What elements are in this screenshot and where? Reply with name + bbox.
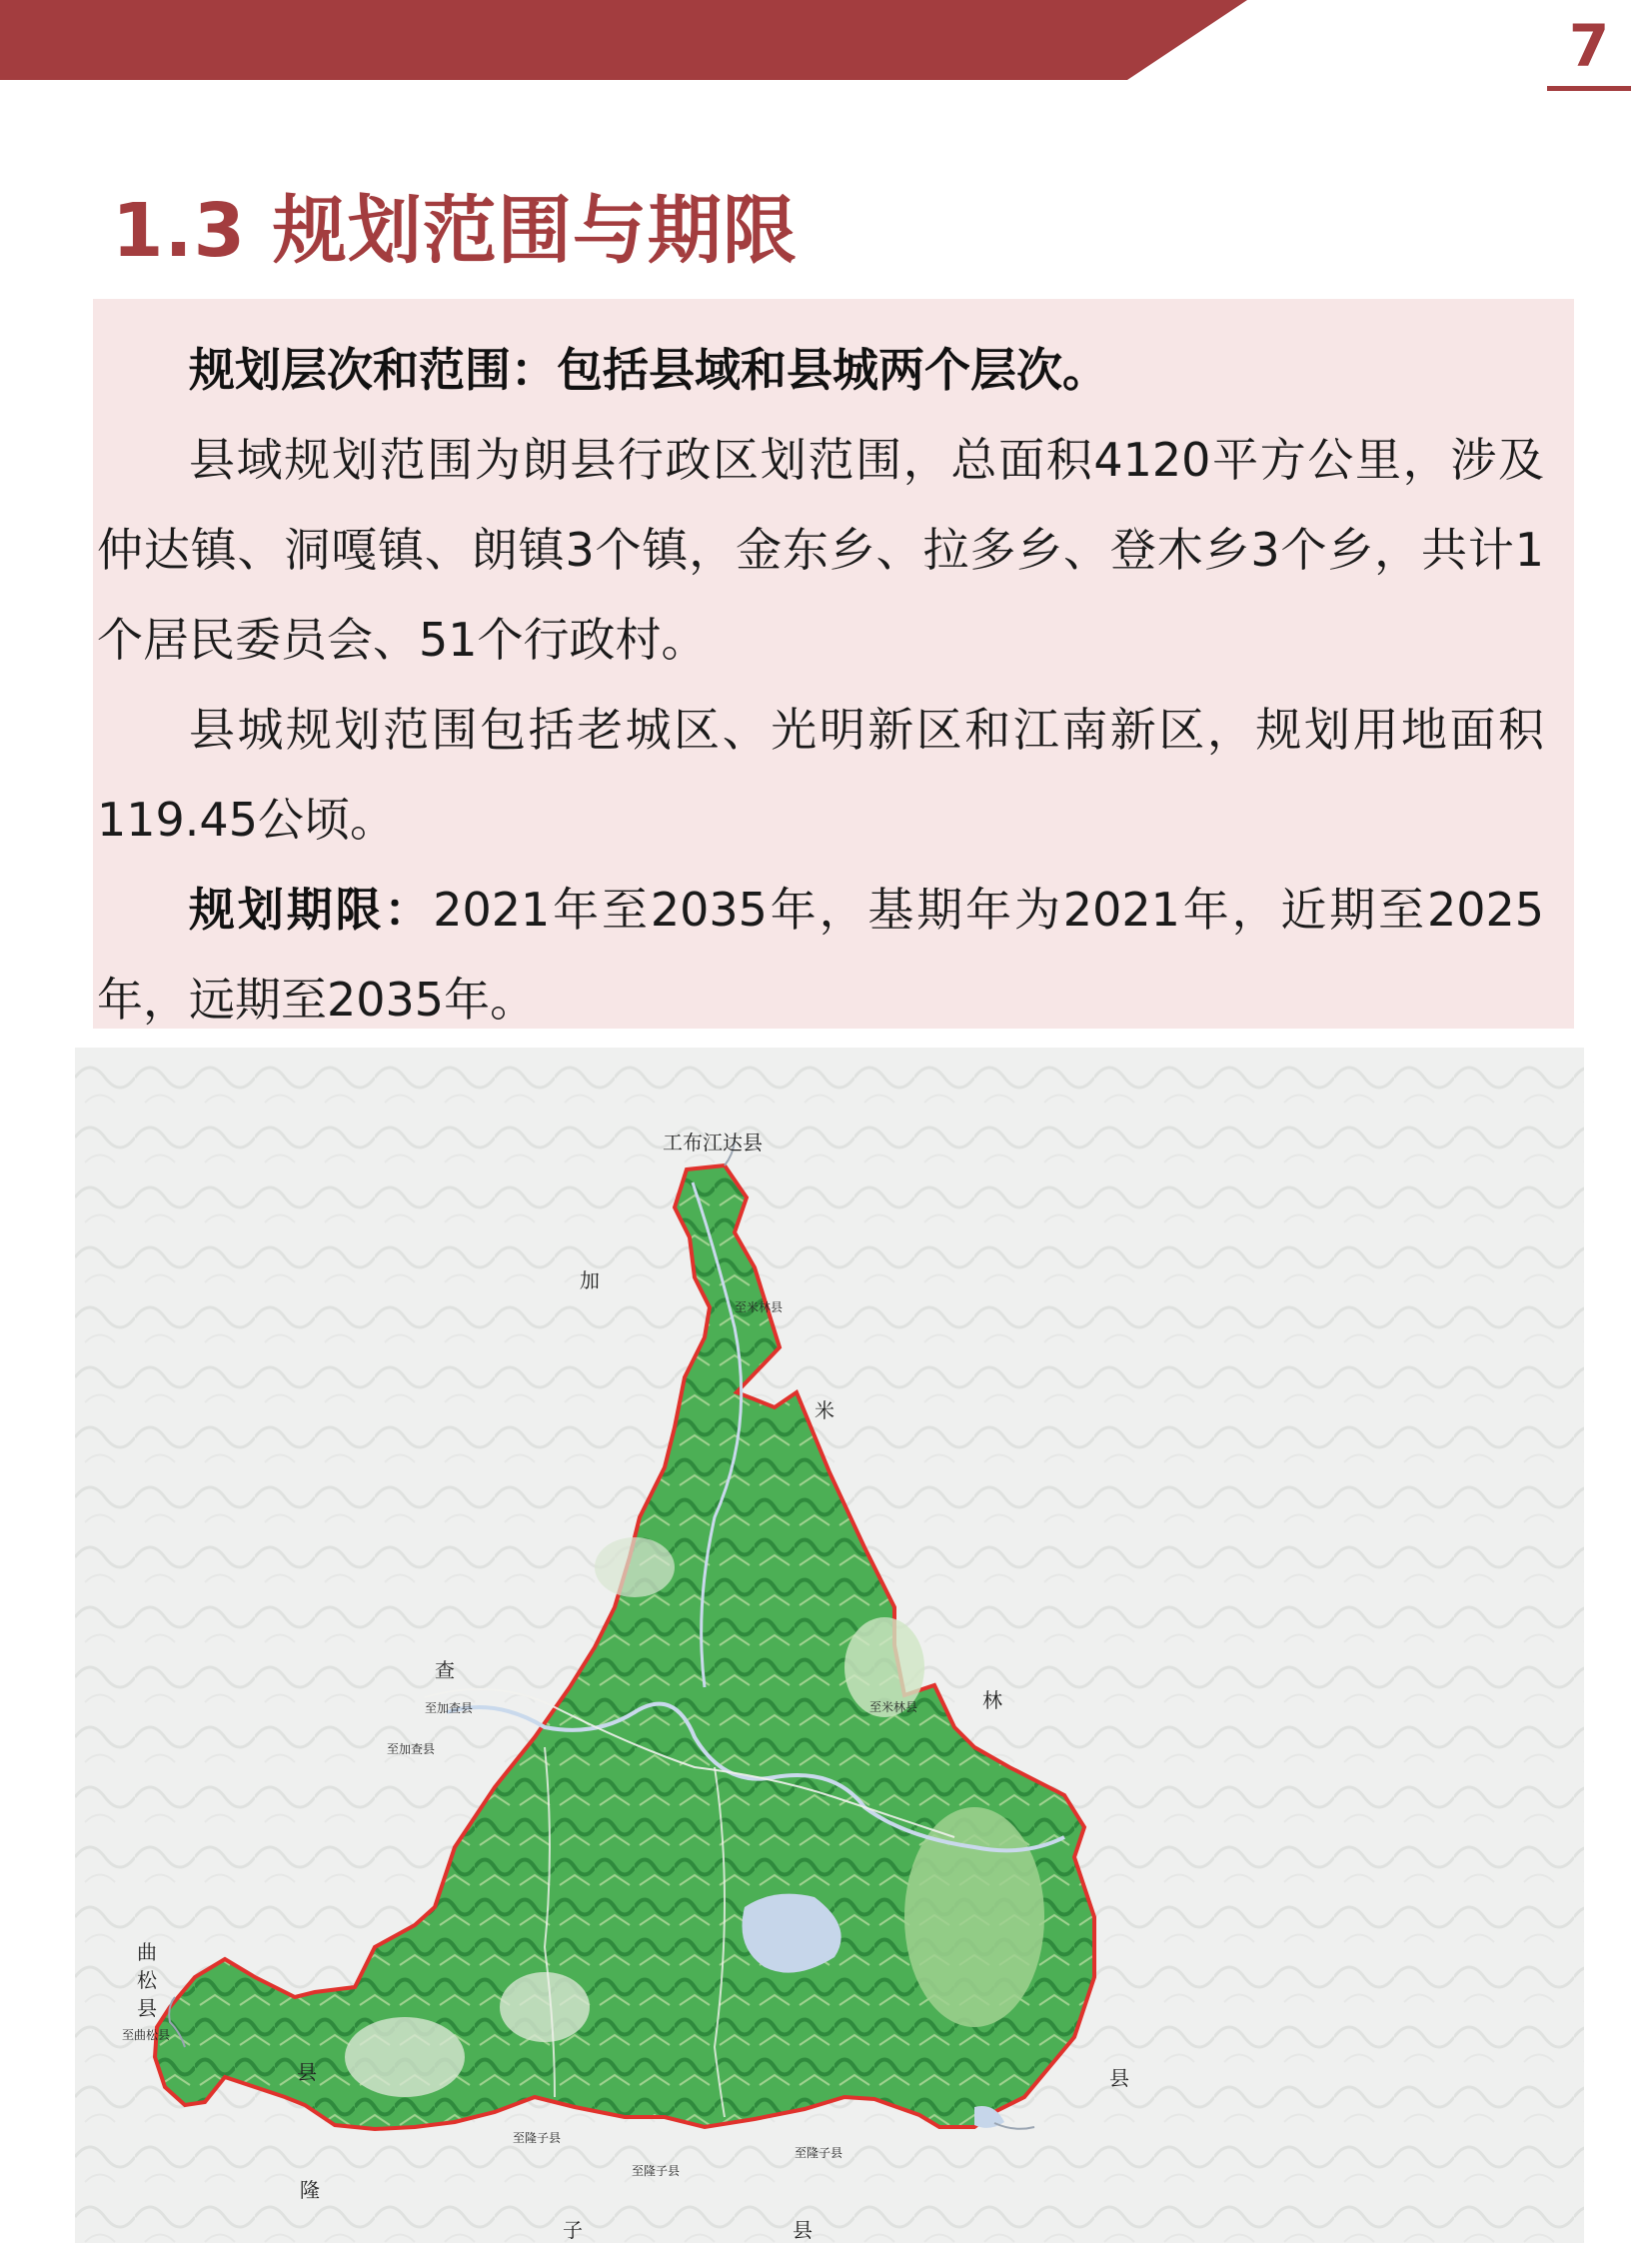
label-song: 松 — [137, 1968, 157, 1992]
label-zi: 子 — [563, 2218, 583, 2242]
county-map — [75, 1048, 1584, 2243]
label-qu: 曲 — [137, 1940, 157, 1964]
label-jia: 加 — [580, 1268, 600, 1292]
period-heading: 规划期限： — [189, 883, 434, 937]
period-text: 2021年至2035年，基期年为2021年，近期至2025年，远期至2035年。 — [97, 883, 1545, 1027]
header-band — [0, 0, 1652, 100]
paragraph-county-scope: 县域规划范围为朗县行政区划范围，总面积4120平方公里，涉及仲达镇、洞嘎镇、朗镇3个镇，金东乡、拉多乡、登木乡3个乡，共计1个居民委员会、51个行政村。 — [97, 433, 1544, 667]
road-label-to-jiacha: 至加查县 — [425, 1701, 474, 1715]
light-vegetation-area — [904, 1807, 1044, 2027]
label-cha: 查 — [435, 1658, 455, 1682]
page-number: 7 — [1568, 12, 1610, 80]
label-mi: 米 — [815, 1398, 834, 1422]
scope-text-box — [93, 299, 1574, 1029]
road-label-to-longzi: 至隆子县 — [795, 2146, 843, 2160]
label-gongbujiangda: 工布江达县 — [663, 1130, 763, 1154]
road-label-to-jiacha: 至加查县 — [387, 1742, 436, 1756]
label-xian-qusong: 县 — [137, 1996, 157, 2020]
label-xian-south: 县 — [793, 2218, 813, 2242]
section-title: 1.3 规划范围与期限 — [112, 188, 798, 274]
label-xian-west: 县 — [297, 2060, 317, 2084]
light-vegetation-area — [500, 1972, 590, 2042]
levels-heading: 规划层次和范围：包括县域和县城两个层次。 — [189, 343, 1108, 397]
road-label-to-longzi: 至隆子县 — [632, 2164, 681, 2178]
paragraph-town-scope: 县城规划范围包括老城区、光明新区和江南新区，规划用地面积119.45公顷。 — [97, 703, 1544, 847]
label-lin: 林 — [982, 1688, 1002, 1712]
road-label-to-milin: 至米林县 — [869, 1700, 918, 1714]
light-vegetation-area — [345, 2017, 465, 2097]
light-vegetation-area — [595, 1537, 675, 1597]
road-label-to-qusong: 至曲松县 — [122, 2028, 171, 2042]
road-label-to-milin: 至米林县 — [735, 1300, 784, 1314]
page-number-underline — [1547, 86, 1631, 91]
road-label-to-longzi: 至隆子县 — [513, 2131, 562, 2145]
paragraph-levels — [97, 325, 1544, 415]
map-canvas — [75, 1048, 1584, 2243]
paragraph-period — [97, 865, 1544, 1045]
label-long: 隆 — [300, 2178, 320, 2202]
label-xian-east: 县 — [1109, 2066, 1129, 2090]
